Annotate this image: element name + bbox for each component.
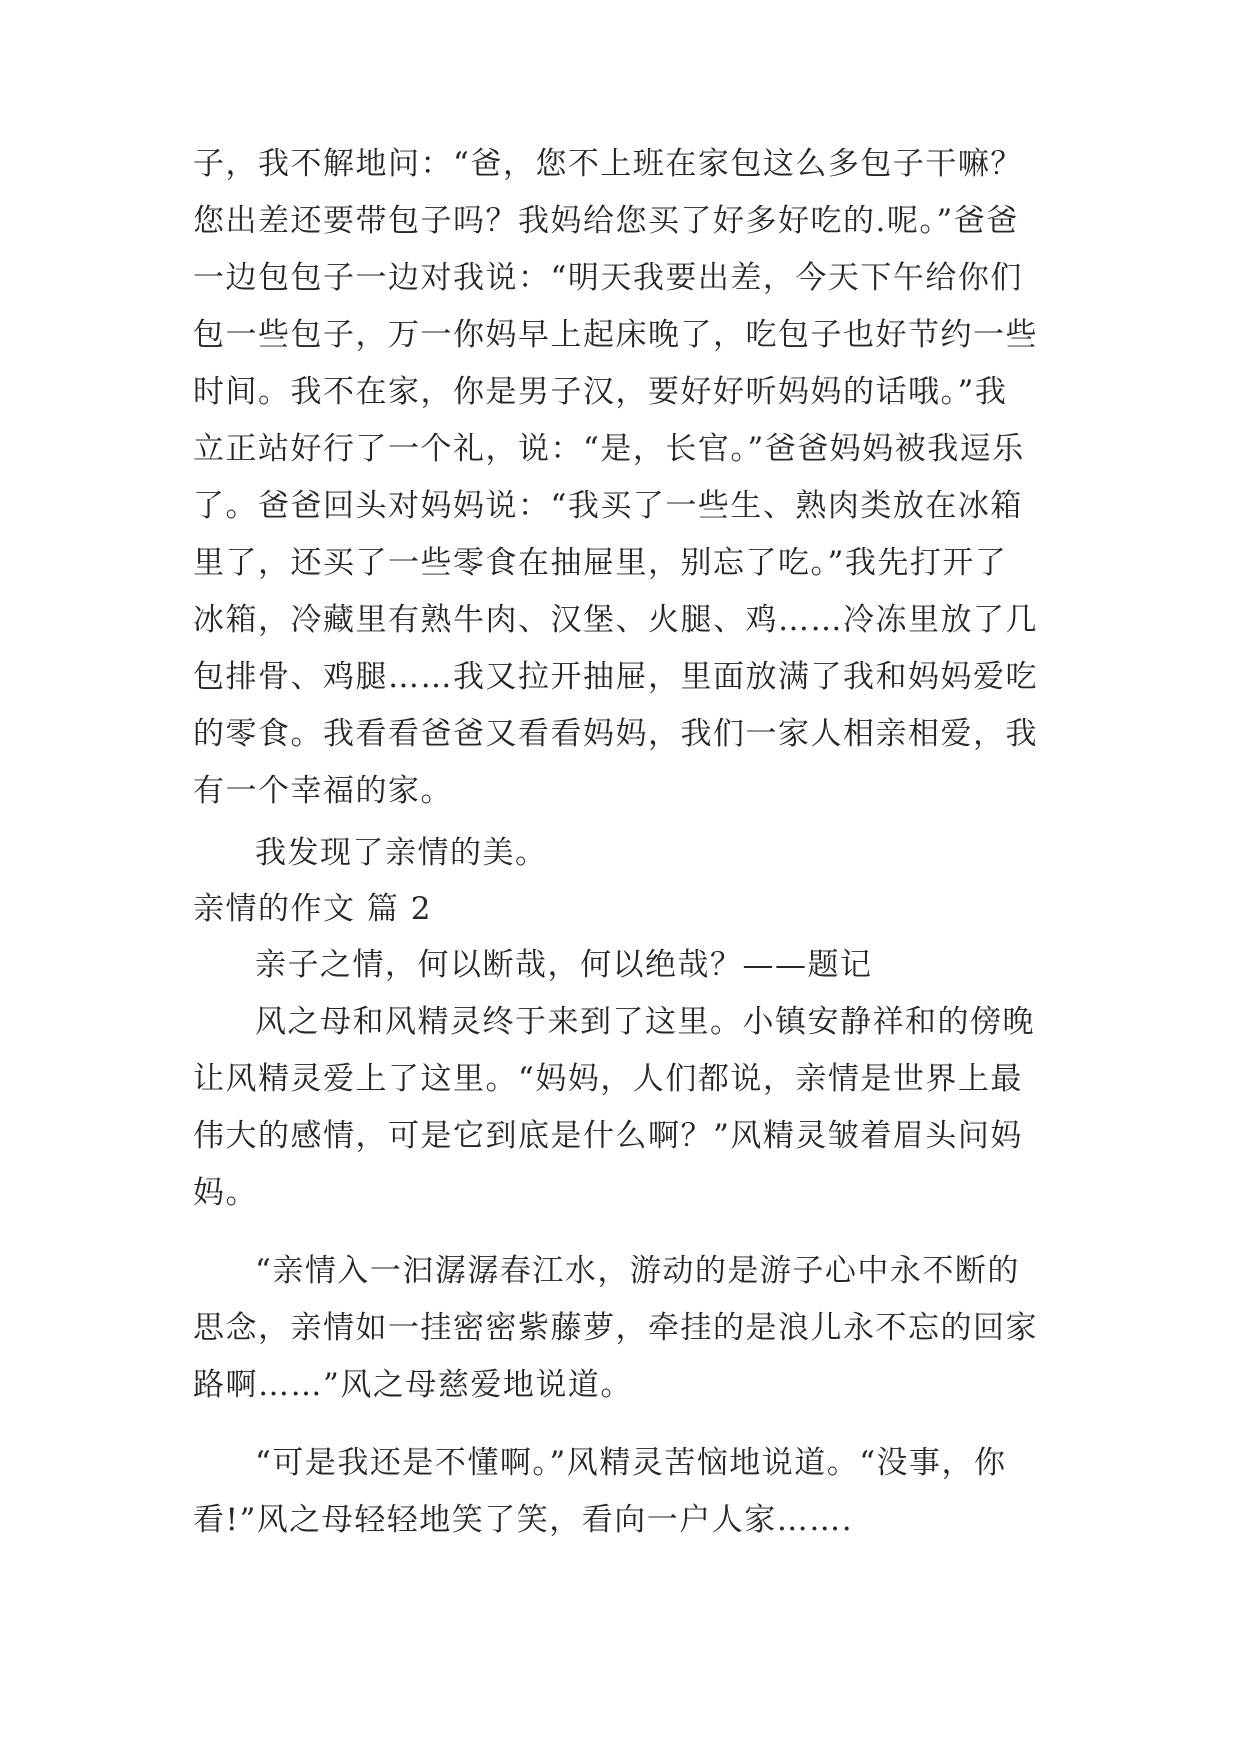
paragraph-line: 让风精灵爱上了这里。“妈妈，人们都说，亲情是世界上最 xyxy=(193,1061,1023,1097)
paragraph-line: 伟大的感情，可是它到底是什么啊？”风精灵皱着眉头问妈 xyxy=(193,1118,1023,1154)
paragraph-line: 您出差还要带包子吗？我妈给您买了好多好吃的.呢。”爸爸 xyxy=(193,203,1019,239)
paragraph-line: 风之母和风精灵终于来到了这里。小镇安静祥和的傍晚 xyxy=(255,1004,1035,1040)
epigraph: 亲子之情，何以断哉，何以绝哉？——题记 xyxy=(255,947,873,983)
paragraph-line: 路啊……”风之母慈爱地说道。 xyxy=(193,1367,633,1403)
paragraph-line: 看!”风之母轻轻地笑了笑，看向一户人家……. xyxy=(193,1502,854,1538)
section-title: 亲情的作文 篇 2 xyxy=(193,891,432,927)
paragraph-line: 一边包包子一边对我说：“明天我要出差，今天下午给你们 xyxy=(193,260,1023,296)
paragraph-line: 包排骨、鸡腿……我又拉开抽屉，里面放满了我和妈妈爱吃 xyxy=(193,659,1038,695)
paragraph-line: 冰箱，冷藏里有熟牛肉、汉堡、火腿、鸡……冷冻里放了几 xyxy=(193,602,1038,638)
paragraph-line: 子，我不解地问：“爸，您不上班在家包这么多包子干嘛？ xyxy=(193,146,1023,182)
paragraph-line: 的零食。我看看爸爸又看看妈妈，我们一家人相亲相爱，我 xyxy=(193,716,1038,752)
paragraph-line: 思念，亲情如一挂密密紫藤萝，牵挂的是浪儿永不忘的回家 xyxy=(193,1310,1038,1346)
paragraph-line: 我发现了亲情的美。 xyxy=(255,835,548,871)
paragraph-line: 时间。我不在家，你是男子汉，要好好听妈妈的话哦。”我 xyxy=(193,374,1008,410)
paragraph-line: “亲情入一汩潺潺春江水，游动的是游子心中永不断的 xyxy=(255,1253,1020,1289)
paragraph-line: 有一个幸福的家。 xyxy=(193,773,453,809)
paragraph-line: 立正站好行了一个礼，说：“是，长官。”爸爸妈妈被我逗乐 xyxy=(193,431,1025,467)
paragraph-line: “可是我还是不懂啊。”风精灵苦恼地说道。“没事，你 xyxy=(255,1445,1007,1481)
paragraph-line: 里了，还买了一些零食在抽屉里，别忘了吃。”我先打开了 xyxy=(193,545,1008,581)
paragraph-line: 包一些包子，万一你妈早上起床晚了，吃包子也好节约一些 xyxy=(193,317,1038,353)
paragraph-line: 了。爸爸回头对妈妈说：“我买了一些生、熟肉类放在冰箱 xyxy=(193,488,1023,524)
paragraph-line: 妈。 xyxy=(193,1175,258,1211)
